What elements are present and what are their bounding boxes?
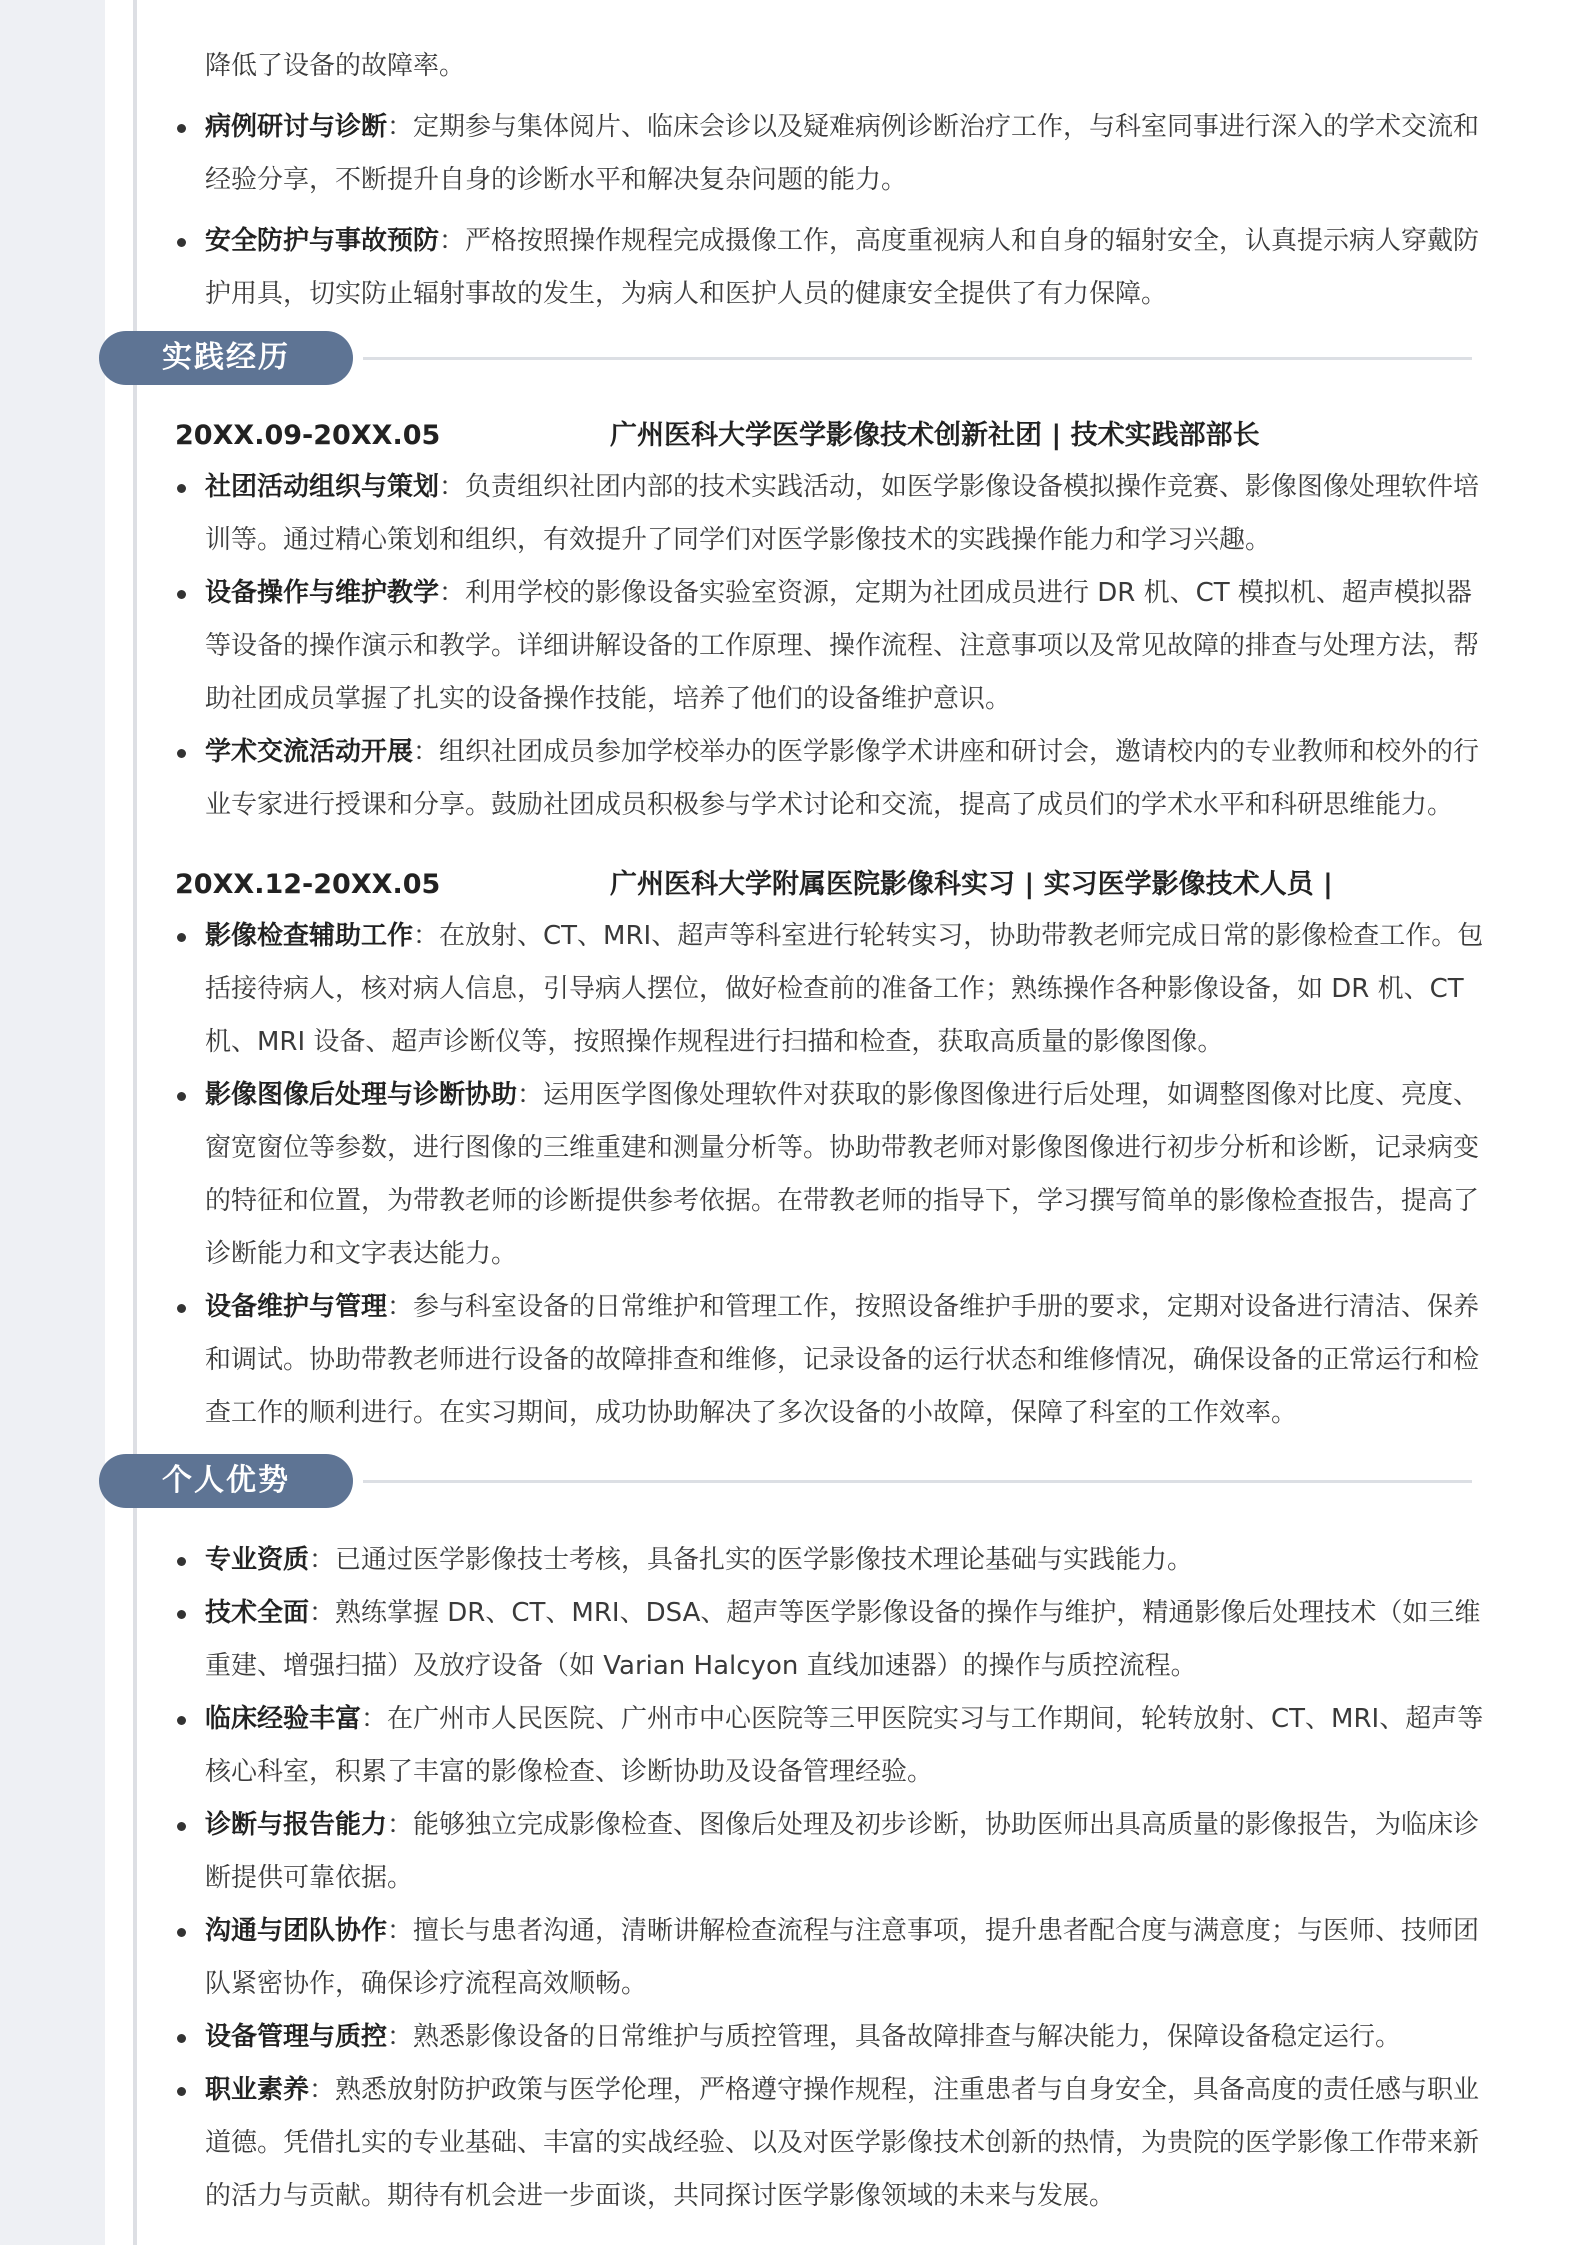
item-text: ：能够独立完成影像检查、图像后处理及初步诊断，协助医师出具高质量的影像报告，为临床诊断提供可靠依据。 [205,1810,1480,1893]
item-text: ：定期参与集体阅片、临床会诊以及疑难病例诊断治疗工作，与科室同事进行深入的学术交流和经验分享，不断提升自身的诊断水平和解决复杂问题的能力。 [205,112,1480,195]
item-text: ：已通过医学影像技士考核，具备扎实的医学影像技术理论基础与实践能力。 [309,1545,1194,1575]
entry-header [105,411,1587,461]
item-title: 学术交流活动开展 [205,737,414,767]
list-item [105,1799,1485,1905]
entry-date: 20XX.09-20XX.05 [175,420,441,451]
list-item [105,1534,1485,1587]
item-title: 诊断与报告能力 [205,1810,388,1840]
resume-content [105,0,1587,2223]
item-text: ：组织社团成员参加学校举办的医学影像学术讲座和研讨会，邀请校内的专业教师和校外的行业专家进行授课和分享。鼓励社团成员积极参与学术讨论和交流，提高了成员们的学术水平和科研思维能力。 [205,737,1480,820]
item-text: ：负责组织社团内部的技术实践活动，如医学影像设备模拟操作竞赛、影像图像处理软件培训等。通过精心策划和组织，有效提升了同学们对医学影像技术的实践操作能力和学习兴趣。 [205,472,1480,555]
item-title: 影像图像后处理与诊断协助 [205,1080,518,1110]
item-text: ：熟悉影像设备的日常维护与质控管理，具备故障排查与解决能力，保障设备稳定运行。 [387,2022,1402,2052]
list-item [105,1281,1485,1440]
item-title: 沟通与团队协作 [205,1916,388,1946]
section-header-strengths [105,1454,1587,1512]
resume-page [105,0,1587,2245]
intro-list [105,40,1587,321]
item-text: ：严格按照操作规程完成摄像工作，高度重视病人和自身的辐射安全，认真提示病人穿戴防护用具，切实防止辐射事故的发生，为病人和医护人员的健康安全提供了有力保障。 [205,226,1480,309]
list-item [105,1069,1485,1281]
list-item [105,2064,1485,2223]
entry-list [105,461,1587,832]
item-title: 影像检查辅助工作 [205,921,414,951]
item-title: 设备维护与管理 [205,1292,388,1322]
section-divider [363,357,1472,360]
section-title: 实践经历 [99,331,353,385]
entry-list [105,910,1587,1440]
section-header-practice [105,331,1587,389]
item-title: 职业素养 [205,2075,310,2105]
item-text: ：在广州市人民医院、广州市中心医院等三甲医院实习与工作期间，轮转放射、CT、MRI、超声等核心科室，积累了丰富的影像检查、诊断协助及设备管理经验。 [205,1704,1484,1787]
item-title: 专业资质 [205,1545,310,1575]
list-item [105,215,1485,321]
item-title: 设备操作与维护教学 [205,578,440,608]
list-item [105,2011,1485,2064]
section-divider [363,1480,1472,1483]
strengths-list [105,1534,1587,2223]
entry-organization: 广州医科大学医学影像技术创新社团 | 技术实践部部长 [610,420,1260,451]
item-title: 社团活动组织与策划 [205,472,440,502]
item-title: 设备管理与质控 [205,2022,388,2052]
list-item [105,101,1485,207]
list-item [105,1905,1485,2011]
item-title: 临床经验丰富 [205,1704,362,1734]
item-title: 技术全面 [205,1598,310,1628]
item-text: ：在放射、CT、MRI、超声等科室进行轮转实习，协助带教老师完成日常的影像检查工作。包括接待病人，核对病人信息，引导病人摆位，做好检查前的准备工作；熟练操作各种影像设备，如 DR 机、CT 机、MRI 设备、超声诊断仪等，按照操作规程进行扫描和检查，获取高质量的影像图像。 [205,921,1484,1057]
item-title: 病例研讨与诊断 [205,112,388,142]
entry-date: 20XX.12-20XX.05 [175,869,441,900]
item-text: ：运用医学图像处理软件对获取的影像图像进行后处理，如调整图像对比度、亮度、窗宽窗位等参数，进行图像的三维重建和测量分析等。协助带教老师对影像图像进行初步分析和诊断，记录病变的特征和位置，为带教老师的诊断提供参考依据。在带教老师的指导下，学习撰写简单的影像检查报告，提高了诊断能力和文字表达能力。 [205,1080,1480,1269]
section-title: 个人优势 [99,1454,353,1508]
item-text: ：熟悉放射防护政策与医学伦理，严格遵守操作规程，注重患者与自身安全，具备高度的责任感与职业道德。凭借扎实的专业基础、丰富的实战经验、以及对医学影像技术创新的热情，为贵院的医学影像工作带来新的活力与贡献。期待有机会进一步面谈，共同探讨医学影像领域的未来与发展。 [205,2075,1480,2211]
entry-header [105,860,1587,910]
item-text: ：熟练掌握 DR、CT、MRI、DSA、超声等医学影像设备的操作与维护，精通影像后处理技术（如三维重建、增强扫描）及放疗设备（如 Varian Halcyon 直线加速器）的操作与质控流程。 [205,1598,1481,1681]
entry-organization: 广州医科大学附属医院影像科实习 | 实习医学影像技术人员 | [610,869,1333,900]
item-text: ：利用学校的影像设备实验室资源，定期为社团成员进行 DR 机、CT 模拟机、超声模拟器等设备的操作演示和教学。详细讲解设备的工作原理、操作流程、注意事项以及常见故障的排查与处理方法，帮助社团成员掌握了扎实的设备操作技能，培养了他们的设备维护意识。 [205,578,1480,714]
list-item [105,1693,1485,1799]
item-title: 安全防护与事故预防 [205,226,440,256]
list-item [105,461,1485,567]
list-item [105,567,1485,726]
item-text: 降低了设备的故障率。 [205,51,466,81]
list-item [105,726,1485,832]
item-text: ：擅长与患者沟通，清晰讲解检查流程与注意事项，提升患者配合度与满意度；与医师、技师团队紧密协作，确保诊疗流程高效顺畅。 [205,1916,1480,1999]
list-item [105,910,1485,1069]
list-item [105,40,1485,93]
item-text: ：参与科室设备的日常维护和管理工作，按照设备维护手册的要求，定期对设备进行清洁、保养和调试。协助带教老师进行设备的故障排查和维修，记录设备的运行状态和维修情况，确保设备的正常运行和检查工作的顺利进行。在实习期间，成功协助解决了多次设备的小故障，保障了科室的工作效率。 [205,1292,1480,1428]
list-item [105,1587,1485,1693]
